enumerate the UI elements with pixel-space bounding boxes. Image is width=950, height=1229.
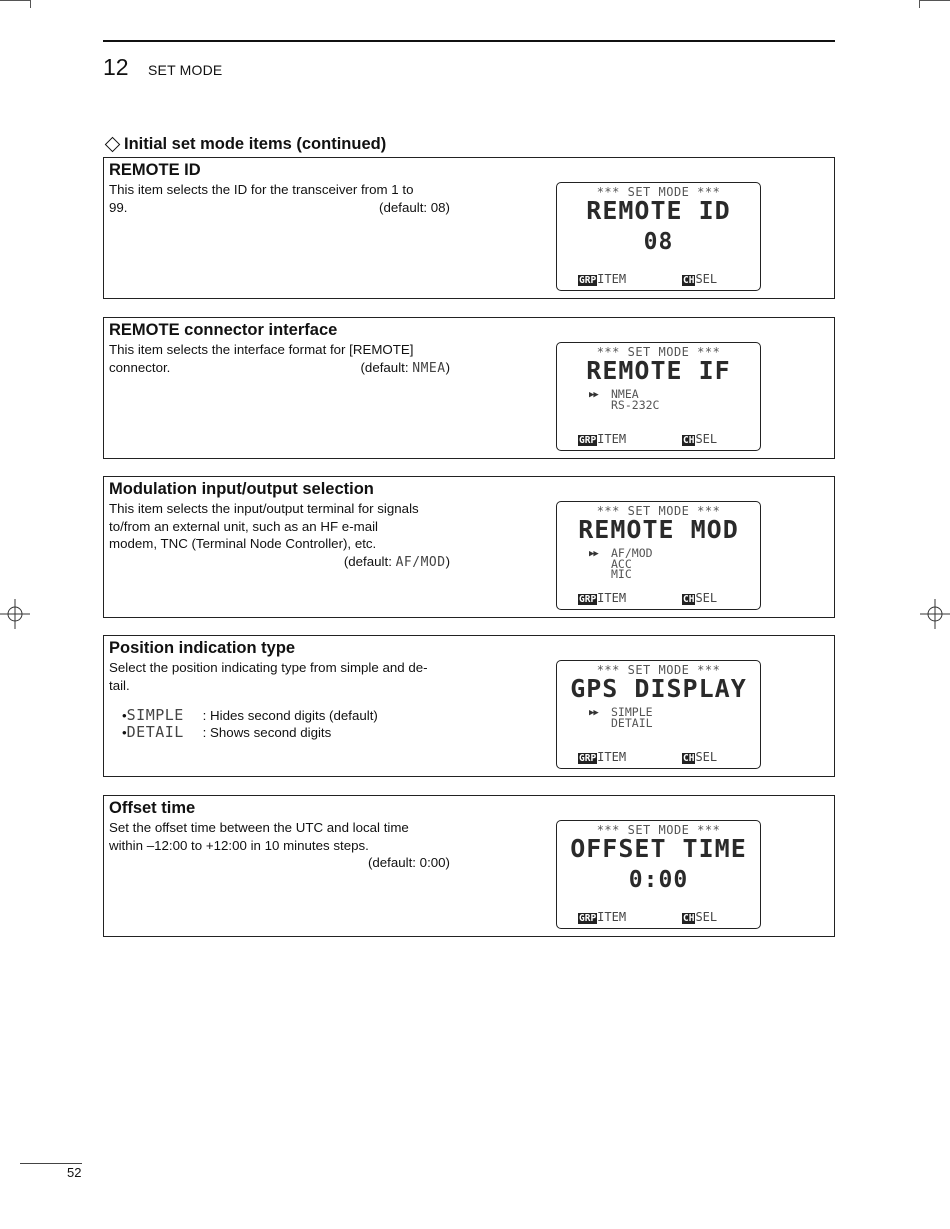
grp-key-label: GRP bbox=[579, 753, 597, 764]
description-line: This item selects the interface format for [REMOTE] bbox=[109, 342, 414, 357]
lcd-display bbox=[556, 501, 761, 610]
lcd-display bbox=[556, 342, 761, 451]
lcd-item-name: REMOTE IF bbox=[586, 356, 731, 385]
setting-title: REMOTE ID bbox=[109, 161, 201, 179]
ch-key-label: CH bbox=[683, 435, 695, 446]
description-line: within –12:00 to +12:00 in 10 minutes steps. bbox=[109, 837, 369, 853]
description-line: Select the position indicating type from simple and de- bbox=[109, 660, 428, 675]
ch-key-label: CH bbox=[683, 753, 695, 764]
setting-description bbox=[109, 181, 450, 216]
sel-label: SEL bbox=[695, 591, 718, 605]
lcd-option: AF/MOD bbox=[611, 546, 653, 560]
lcd-option-list bbox=[589, 707, 653, 728]
lcd-option: MIC bbox=[611, 567, 632, 581]
description-line: 99. bbox=[109, 199, 128, 215]
option-lcd-code: DETAIL bbox=[126, 723, 184, 741]
footer-rule bbox=[20, 1163, 82, 1164]
lcd-item-name: REMOTE MOD bbox=[578, 515, 739, 544]
chapter-number: 12 bbox=[103, 54, 129, 80]
item-label: ITEM bbox=[597, 750, 627, 764]
setting-title: REMOTE connector interface bbox=[109, 321, 338, 339]
default-suffix: ) bbox=[445, 553, 450, 569]
setting-title: Offset time bbox=[109, 799, 196, 817]
selection-arrow-icon: ▶▶ bbox=[589, 390, 598, 400]
lcd-footer bbox=[578, 591, 718, 605]
selection-arrow-icon: ▶▶ bbox=[589, 708, 598, 718]
lcd-option: DETAIL bbox=[611, 715, 653, 730]
setting-panel-remote-id bbox=[103, 157, 835, 299]
crop-mark bbox=[0, 0, 30, 1]
setting-panel-offset-time bbox=[103, 795, 835, 937]
lcd-footer bbox=[578, 272, 718, 286]
sel-label: SEL bbox=[695, 432, 718, 446]
lcd-option-list bbox=[589, 548, 653, 580]
lcd-value: 0:00 bbox=[628, 867, 689, 893]
lcd-item-name: REMOTE ID bbox=[586, 196, 731, 225]
default-lcd-value: AF/MOD bbox=[395, 554, 446, 570]
default-lcd-value: NMEA bbox=[412, 360, 446, 376]
description-line: modem, TNC (Terminal Node Controller), etc. bbox=[109, 536, 377, 551]
default-value-text: (default: 08) bbox=[379, 199, 450, 215]
chapter-title: SET MODE bbox=[148, 62, 223, 78]
item-label: ITEM bbox=[597, 910, 627, 924]
description-line-with-default bbox=[109, 199, 450, 217]
sel-label: SEL bbox=[695, 910, 718, 924]
section-heading bbox=[103, 135, 386, 154]
bullet-dot: • bbox=[122, 725, 127, 740]
lcd-option: SIMPLE bbox=[611, 705, 653, 719]
item-label: ITEM bbox=[597, 432, 627, 446]
lcd-option: NMEA bbox=[611, 387, 639, 401]
lcd-footer bbox=[578, 750, 718, 764]
crop-mark bbox=[30, 0, 31, 8]
sel-label: SEL bbox=[695, 750, 718, 764]
option-description: : Shows second digits bbox=[202, 725, 332, 740]
selection-arrow-icon: ▶▶ bbox=[589, 549, 598, 559]
page-number: 52 bbox=[67, 1165, 82, 1180]
option-description: : Hides second digits (default) bbox=[202, 708, 378, 723]
description-line: This item selects the ID for the transceiver from 1 to bbox=[109, 182, 414, 197]
lcd-footer bbox=[578, 432, 718, 446]
option-lcd-code: SIMPLE bbox=[126, 706, 184, 724]
description-line: tail. bbox=[109, 677, 130, 693]
setting-title: Modulation input/output selection bbox=[109, 480, 374, 498]
setting-description bbox=[109, 659, 450, 694]
default-value-text bbox=[109, 553, 450, 572]
header-rule bbox=[103, 40, 835, 42]
bullet-dot: • bbox=[122, 708, 127, 723]
lcd-display bbox=[556, 182, 761, 291]
description-line-with-default bbox=[109, 359, 450, 377]
crosshair-circle-icon bbox=[920, 599, 950, 629]
lcd-header: *** SET MODE *** bbox=[596, 185, 721, 199]
setting-description bbox=[109, 500, 450, 571]
grp-key-label: GRP bbox=[579, 275, 597, 286]
description-line: Set the offset time between the UTC and local time bbox=[109, 820, 409, 835]
grp-key-label: GRP bbox=[579, 594, 597, 605]
setting-description bbox=[109, 341, 450, 376]
description-line: This item selects the input/output terminal for signals bbox=[109, 501, 419, 516]
lcd-display bbox=[556, 820, 761, 929]
lcd-header: *** SET MODE *** bbox=[596, 504, 721, 518]
crop-mark bbox=[919, 0, 920, 8]
item-label: ITEM bbox=[597, 591, 627, 605]
ch-key-label: CH bbox=[683, 594, 695, 605]
ch-key-label: CH bbox=[683, 275, 695, 286]
sel-label: SEL bbox=[695, 272, 718, 286]
setting-panel-modulation-io bbox=[103, 476, 835, 618]
description-line: to/from an external unit, such as an HF e-mail bbox=[109, 518, 379, 534]
default-prefix: (default: bbox=[343, 553, 396, 569]
grp-key-label: GRP bbox=[579, 435, 597, 446]
lcd-option-list bbox=[589, 389, 659, 410]
grp-key-label: GRP bbox=[579, 913, 597, 924]
description-line: connector. bbox=[109, 359, 171, 375]
default-value-text: (default: 0:00) bbox=[367, 855, 450, 870]
setting-title: Position indication type bbox=[109, 639, 296, 657]
default-suffix: ) bbox=[445, 359, 450, 375]
diamond-outline-icon bbox=[105, 137, 121, 153]
default-value-text bbox=[361, 359, 451, 378]
ch-key-label: CH bbox=[683, 913, 695, 924]
default-prefix: (default: bbox=[360, 359, 413, 375]
lcd-option: ACC bbox=[611, 556, 632, 571]
option-bullet bbox=[122, 706, 378, 724]
crosshair-circle-icon bbox=[0, 599, 30, 629]
section-heading-text: Initial set mode items (continued) bbox=[124, 135, 387, 153]
lcd-display bbox=[556, 660, 761, 769]
setting-panel-position-indication bbox=[103, 635, 835, 777]
lcd-header: *** SET MODE *** bbox=[596, 345, 721, 359]
option-bullet bbox=[122, 723, 331, 741]
lcd-header: *** SET MODE *** bbox=[596, 823, 721, 837]
item-label: ITEM bbox=[597, 272, 627, 286]
setting-description bbox=[109, 819, 450, 872]
lcd-value: 08 bbox=[643, 229, 674, 255]
lcd-option: RS-232C bbox=[611, 397, 660, 412]
lcd-item-name: GPS DISPLAY bbox=[570, 674, 747, 703]
setting-panel-remote-connector bbox=[103, 317, 835, 459]
lcd-footer bbox=[578, 910, 718, 924]
lcd-item-name: OFFSET TIME bbox=[570, 834, 747, 863]
crop-mark bbox=[920, 0, 950, 1]
lcd-header: *** SET MODE *** bbox=[596, 663, 721, 677]
